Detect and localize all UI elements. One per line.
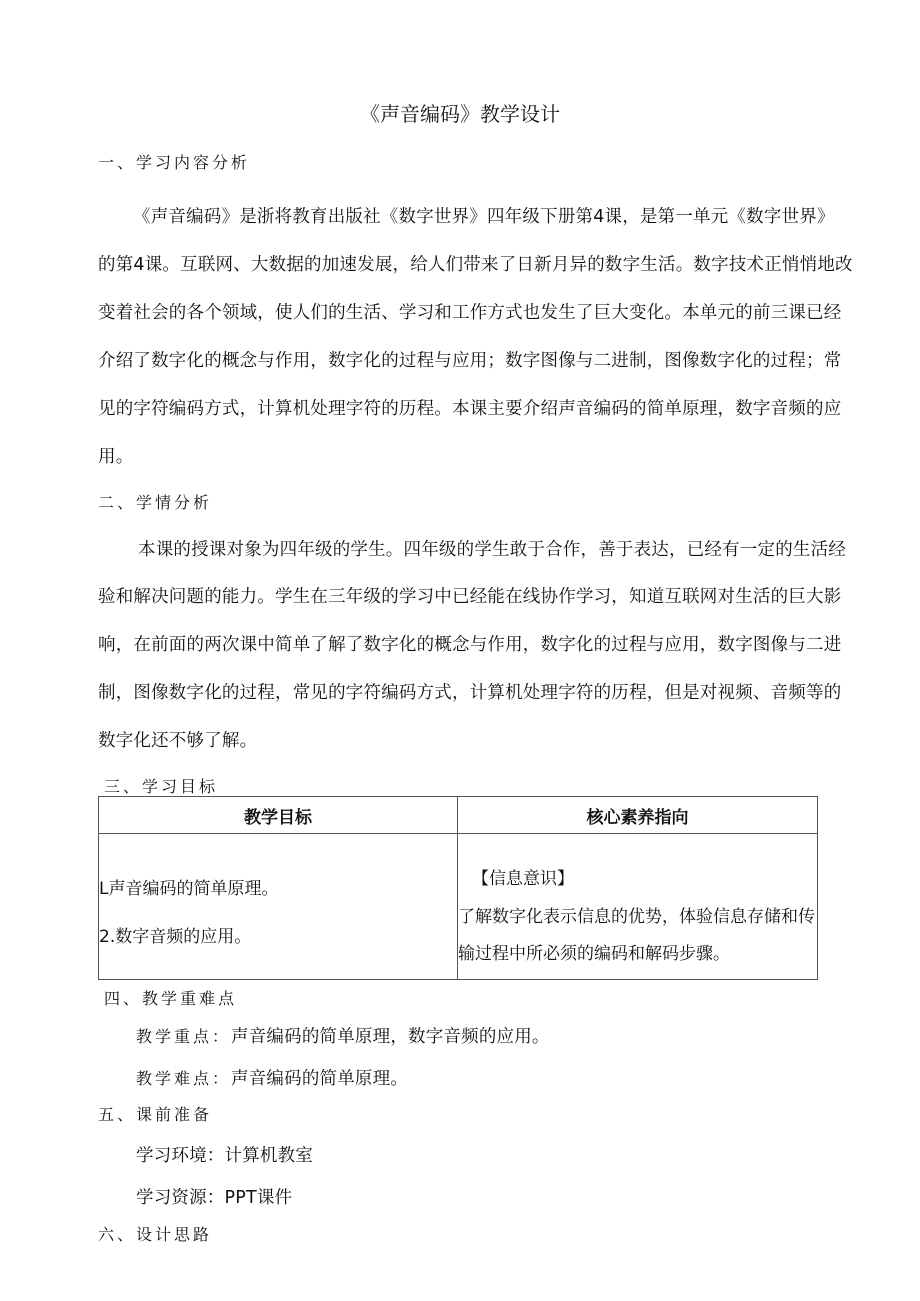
- paragraph-line: 的第4课。互联网、大数据的加速发展，给人们带来了日新月异的数字生活。数字技术正悄悄地改: [98, 255, 853, 275]
- paragraph-line: 响，在前面的两次课中简单了解了数字化的概念与作用，数字化的过程与应用，数字图像与二进: [98, 635, 842, 655]
- table-header-core-literacy: 核心素养指向: [458, 797, 818, 834]
- paragraph-line: 介绍了数字化的概念与作用，数字化的过程与应用；数字图像与二进制，图像数字化的过程；常: [98, 351, 842, 371]
- item-text: 声音编码的简单原理，数字音频的应用。: [231, 1027, 550, 1047]
- section-heading-preparation: 五、课前准备: [98, 1105, 213, 1124]
- paragraph-line: 《声音编码》是浙将教育出版社《数字世界》四年级下册第4课，是第一单元《数字世界》: [133, 207, 835, 227]
- item-label: 教学重点：: [136, 1027, 232, 1046]
- table-header-teaching-goals: 教学目标: [99, 797, 458, 834]
- paragraph-line: 变着社会的各个领域，使人们的生活、学习和工作方式也发生了巨大变化。本单元的前三课已经: [98, 303, 842, 323]
- goal-item: L声音编码的简单原理。: [99, 879, 279, 899]
- item-text: 计算机教室: [224, 1146, 313, 1166]
- item-text: 声音编码的简单原理。: [231, 1069, 409, 1089]
- paragraph-line: 用。: [98, 447, 134, 467]
- goals-table: [98, 796, 818, 980]
- goals-cell: [99, 834, 458, 980]
- section-heading-key-points: 四、教学重难点: [104, 989, 238, 1008]
- paragraph-line: 见的字符编码方式，计算机处理字符的历程。本课主要介绍声音编码的简单原理，数字音频的应: [98, 399, 842, 419]
- section-heading-learning-goals: 三、学习目标: [104, 777, 219, 796]
- item-text: PPT课件: [224, 1188, 293, 1208]
- section-heading-content-analysis: 一、学习内容分析: [98, 153, 251, 172]
- goal-item: 2.数字音频的应用。: [99, 927, 252, 947]
- resource-item: [136, 1184, 292, 1209]
- environment-item: [136, 1142, 313, 1167]
- document-title: 《声音编码》教学设计: [360, 102, 560, 126]
- item-label: 教学难点：: [136, 1069, 232, 1088]
- paragraph-line: 数字化还不够了解。: [98, 731, 258, 751]
- literacy-cell: [458, 834, 818, 980]
- literacy-line: 了解数字化表示信息的优势，体验信息存储和传: [458, 907, 815, 927]
- difficult-point-item: [136, 1065, 408, 1090]
- item-label: 学习资源：: [136, 1188, 225, 1208]
- section-heading-design-ideas: 六、设计思路: [98, 1225, 213, 1244]
- item-label: 学习环境：: [136, 1146, 225, 1166]
- section-heading-learner-analysis: 二、学情分析: [98, 493, 213, 512]
- literacy-line: 输过程中所必须的编码和解码步骤。: [458, 944, 730, 964]
- key-point-item: [136, 1023, 550, 1048]
- paragraph-line: 验和解决问题的能力。学生在三年级的学习中已经能在线协作学习，知道互联网对生活的巨大影: [98, 587, 842, 607]
- paragraph-line: 制，图像数字化的过程，常见的字符编码方式，计算机处理字符的历程，但是对视频、音频等的: [98, 683, 842, 703]
- paragraph-line: 本课的授课对象为四年级的学生。四年级的学生敢于合作，善于表达，已经有一定的生活经: [138, 540, 846, 560]
- literacy-tag: 【信息意识】: [472, 869, 574, 889]
